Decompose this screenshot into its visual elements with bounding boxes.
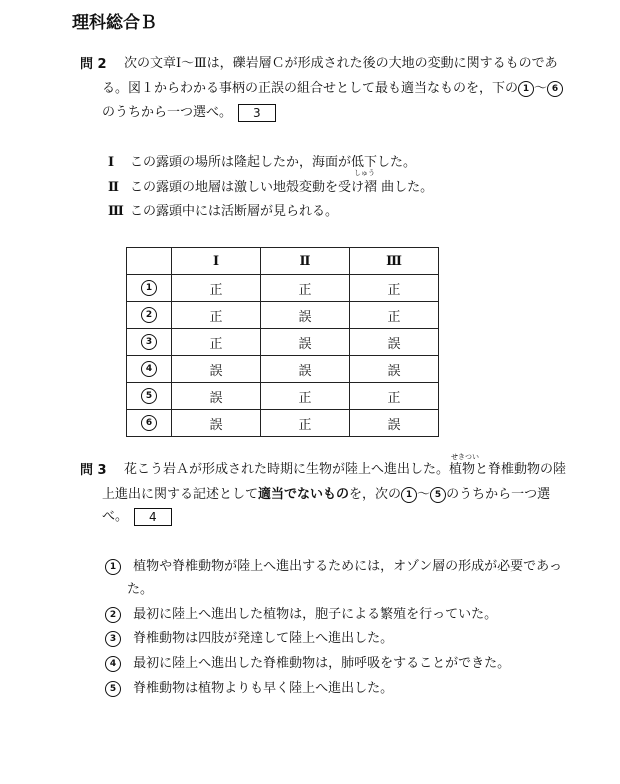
option-cell [127, 329, 172, 356]
q2-text-line3-body: のうちから一つ選べ。 [102, 105, 233, 120]
table-cell: 誤 [172, 383, 261, 410]
table-cell: 正 [261, 410, 350, 437]
table-cell: 正 [172, 302, 261, 329]
statement-text: この露頭の地層は激しい地殻変動を受け褶 曲した。 [130, 180, 434, 195]
ruby-shukyoku: しゅう [354, 169, 375, 177]
option-number-circle: 6 [547, 81, 563, 97]
option-number-circle: 1 [518, 81, 534, 97]
option-4 [105, 652, 510, 672]
q2-text-line2 [102, 77, 563, 97]
option-number-circle: 3 [141, 334, 157, 350]
q2-text-line1: 次の文章Ⅰ～Ⅲは，礫岩層Ｃが形成された後の大地の変動に関するものであ [124, 56, 558, 71]
table-cell: 誤 [350, 410, 439, 437]
option-cell [127, 410, 172, 437]
q3-text-line1: 花こう岩Ａが形成された時期に生物が陸上へ進出した。植物と脊椎動物の陸 [124, 462, 567, 477]
statement-text: この露頭中には活断層が見られる。 [130, 204, 339, 219]
ruby-sekitsui: せきつい [451, 453, 479, 461]
table-cell: 誤 [350, 329, 439, 356]
option-number-circle: 5 [105, 681, 121, 697]
table-row [127, 356, 439, 383]
range-separator: ～ [534, 81, 548, 96]
q2-text-line2-body: る。図１からわかる事柄の正誤の組合せとして最も適当なものを，下の [102, 81, 519, 96]
option-number-circle: 4 [141, 361, 157, 377]
option-number-circle: 2 [105, 607, 121, 623]
q3-text-line2 [102, 483, 550, 503]
table-header-cell: Ⅱ [261, 248, 350, 275]
table-row [127, 410, 439, 437]
table-cell: 誤 [261, 356, 350, 383]
option-cell [127, 275, 172, 302]
option-cell [127, 356, 172, 383]
option-number-circle: 3 [105, 631, 121, 647]
q3-text-line3 [102, 505, 172, 526]
answer-box-4[interactable]: 4 [134, 508, 172, 526]
option-text: 脊椎動物は四肢が発達して陸上へ進出した。 [133, 631, 394, 646]
table-header-cell [127, 248, 172, 275]
option-number-circle: 1 [401, 487, 417, 503]
option-number-circle: 6 [141, 415, 157, 431]
option-number-circle: 4 [105, 656, 121, 672]
option-text: 植物や脊椎動物が陸上へ進出するためには，オゾン層の形成が必要であっ [133, 559, 563, 574]
range-separator: ～ [417, 487, 431, 502]
option-number-circle: 5 [141, 388, 157, 404]
table-cell: 正 [172, 275, 261, 302]
statement-number: Ⅲ [108, 204, 124, 219]
table-cell: 誤 [350, 356, 439, 383]
option-number-circle: 5 [430, 487, 446, 503]
statement-text: この露頭の場所は隆起したか，海面が低下した。 [130, 155, 417, 170]
answer-box-3[interactable]: 3 [238, 104, 276, 122]
statement-2 [108, 176, 433, 195]
q3-text-line2-body: 上進出に関する記述として [102, 487, 259, 502]
table-cell: 正 [261, 275, 350, 302]
answer-table [126, 247, 439, 437]
table-cell: 誤 [261, 329, 350, 356]
table-cell: 正 [350, 383, 439, 410]
table-cell: 正 [350, 275, 439, 302]
q2-text-line3 [102, 101, 276, 122]
table-header-cell: Ⅲ [350, 248, 439, 275]
statement-number: Ⅱ [108, 180, 119, 195]
option-cell [127, 383, 172, 410]
table-row [127, 275, 439, 302]
table-row [127, 329, 439, 356]
q3-text-line2-mid: を，次の [349, 487, 402, 502]
page-title: 理科総合Ｂ [72, 13, 157, 33]
table-cell: 正 [261, 383, 350, 410]
option-1 [105, 555, 562, 575]
table-row [127, 302, 439, 329]
q3-text-line2-end: のうちから一つ選 [446, 487, 551, 502]
option-number-circle: 1 [105, 559, 121, 575]
table-header-row [127, 248, 439, 275]
table-cell: 誤 [172, 356, 261, 383]
option-number-circle: 1 [141, 280, 157, 296]
question-2-label: 問 2 [80, 57, 107, 72]
option-text: 脊椎動物は植物よりも早く陸上へ進出した。 [133, 681, 394, 696]
question-3-label: 問 3 [80, 463, 107, 478]
statement-3 [108, 200, 338, 219]
option-cell [127, 302, 172, 329]
option-number-circle: 2 [141, 307, 157, 323]
statement-number: Ⅰ [108, 155, 115, 170]
table-cell: 正 [350, 302, 439, 329]
option-2 [105, 603, 497, 623]
table-cell: 誤 [261, 302, 350, 329]
option-5 [105, 677, 393, 697]
emphasis-not-appropriate: 適当でないもの [258, 487, 350, 502]
table-row [127, 383, 439, 410]
option-3 [105, 627, 393, 647]
table-header-cell: Ⅰ [172, 248, 261, 275]
table-cell: 正 [172, 329, 261, 356]
q3-text-line3-body: べ。 [102, 509, 129, 524]
option-text: 最初に陸上へ進出した脊椎動物は，肺呼吸をすることができた。 [133, 656, 511, 671]
option-text: 最初に陸上へ進出した植物は，胞子による繁殖を行っていた。 [133, 607, 498, 622]
table-cell: 誤 [172, 410, 261, 437]
option-1-continued: た。 [127, 582, 154, 597]
